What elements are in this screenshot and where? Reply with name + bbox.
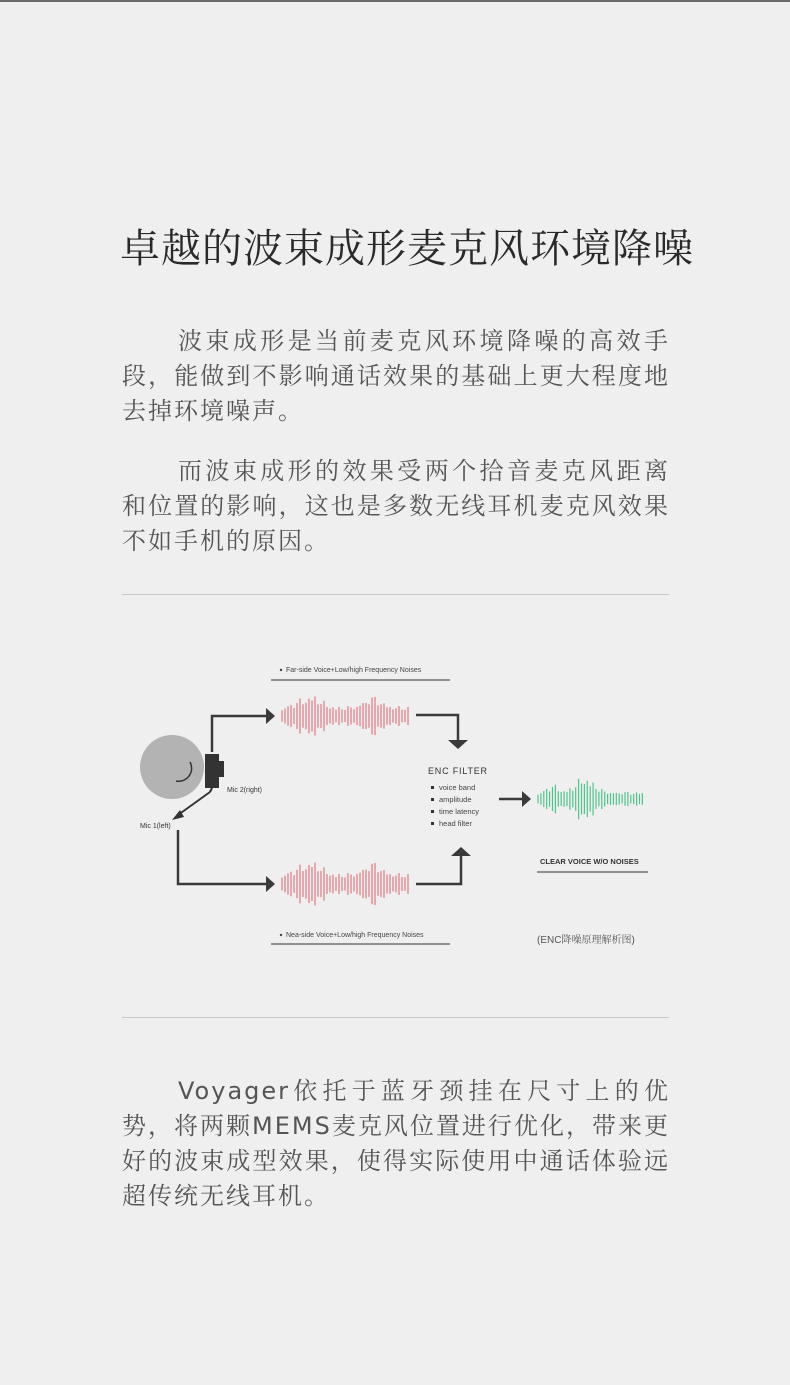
divider-bottom — [122, 1017, 669, 1018]
output-arrowhead-icon — [522, 791, 531, 807]
upper-arrowhead-icon — [266, 708, 275, 724]
filter-bullet — [431, 786, 434, 789]
output-label: CLEAR VOICE W/O NOISES — [540, 857, 639, 866]
clean-voice-waveform — [538, 779, 642, 819]
far-label-bullet — [280, 669, 282, 671]
page-title: 卓越的波束成形麦克风环境降噪 — [120, 226, 694, 272]
upper-path-line — [212, 716, 266, 752]
filter-bullet — [431, 798, 434, 801]
earpiece-icon — [205, 754, 219, 788]
filter-item: head filter — [439, 819, 472, 828]
mic-left-label: Mic 1(left) — [140, 823, 171, 830]
filter-item: time latency — [439, 807, 480, 816]
voyager-paragraph: Voyager依托于蓝牙颈挂在尺寸上的优势，将两颗MEMS麦克风位置进行优化，带来更好的波束成型效果，使得实际使用中通话体验远超传统无线耳机。 — [122, 1077, 670, 1210]
upper-to-filter-arrowhead-icon — [448, 740, 468, 749]
enc-diagram — [0, 640, 790, 960]
head-icon — [140, 735, 204, 799]
explanation-paragraph: 而波束成形的效果受两个拾音麦克风距离和位置的影响，这也是多数无线耳机麦克风效果不如手机的原因。 — [122, 457, 670, 555]
earpiece-tip-icon — [219, 761, 224, 777]
enc-filter-title: ENC FILTER — [428, 766, 488, 776]
lower-arrowhead-icon — [266, 876, 275, 892]
top-border — [0, 0, 790, 2]
lower-to-filter-line — [416, 856, 461, 884]
lower-to-filter-arrowhead-icon — [451, 847, 471, 856]
divider-top — [122, 594, 669, 595]
filter-bullet — [431, 810, 434, 813]
mic-boom-joint — [210, 788, 212, 792]
near-label-bullet — [280, 934, 282, 936]
filter-item: amplitude — [439, 795, 472, 804]
lower-path-line — [178, 830, 266, 884]
diagram-caption: (ENC降噪原理解析图) — [537, 935, 635, 946]
far-side-waveform — [282, 696, 408, 735]
near-side-waveform — [282, 862, 408, 905]
filter-bullet — [431, 822, 434, 825]
intro-paragraph: 波束成形是当前麦克风环境降噪的高效手段，能做到不影响通话效果的基础上更大程度地去掉环境噪声。 — [122, 327, 670, 425]
upper-to-filter-line — [416, 715, 458, 740]
far-side-label: Far-side Voice+Low/high Frequency Noises — [286, 667, 422, 674]
near-side-label: Nea-side Voice+Low/high Frequency Noises — [286, 932, 424, 939]
mic-right-label: Mic 2(right) — [227, 787, 263, 794]
filter-item: voice band — [439, 783, 476, 792]
